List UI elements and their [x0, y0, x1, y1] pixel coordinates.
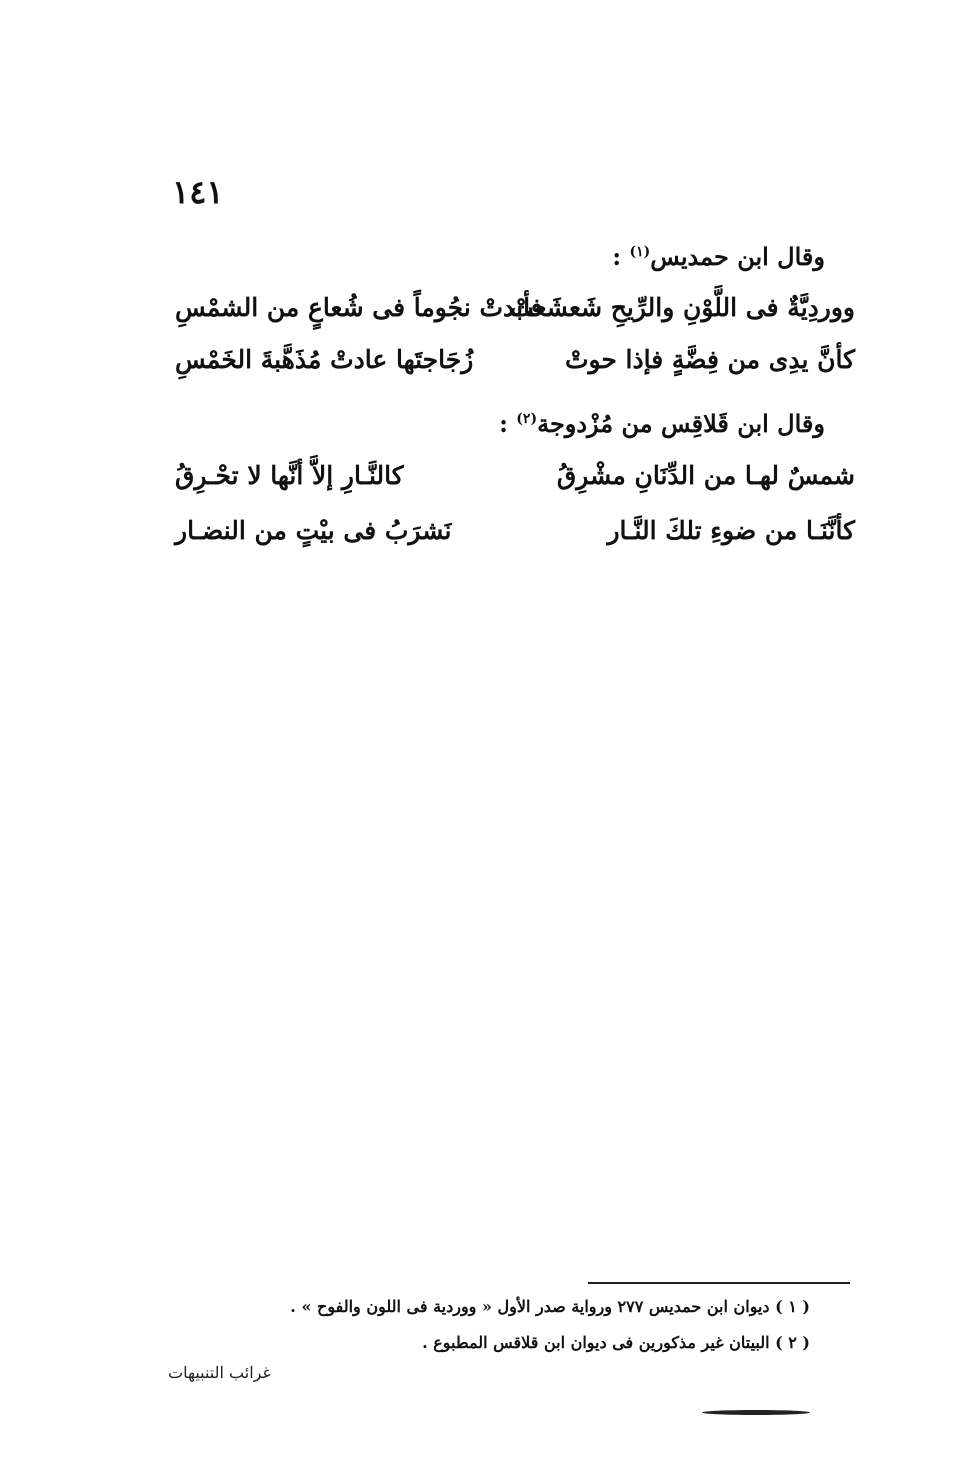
verse-second-hemistich: فأبدتْ نجُوماً فى شُعاعٍ من الشمْسِ	[175, 293, 543, 322]
poem-intro-ibn-hamdis	[612, 243, 825, 272]
footnote-1: ( ١ ) ديوان ابن حمديس ٢٧٧ ورواية صدر الأول « ووردية فى اللون والفوح » .	[290, 1297, 810, 1316]
verse-first-hemistich: كأنَّ يدِى من فِضَّةٍ فإذا حوتْ	[564, 345, 855, 374]
verse-line	[175, 290, 855, 330]
verse-line	[175, 458, 855, 498]
verse-first-hemistich: كأنَّنَـا من ضوءِ تلكَ النَّـار	[607, 516, 855, 545]
intro-text: وقال ابن حمديس	[650, 242, 825, 271]
printer-mark	[702, 1410, 810, 1415]
verse-second-hemistich: نَشرَبُ فى بيْتٍ من النضـار	[175, 516, 452, 545]
book-signature: غرائب التنبيهات	[168, 1363, 271, 1382]
intro-text: وقال ابن قَلاقِس من مُزْدوجة	[537, 409, 825, 438]
verse-line	[175, 513, 855, 553]
footnote-2: ( ٢ ) البيتان غير مذكورين فى ديوان ابن قلاقس المطبوع .	[422, 1333, 810, 1352]
footnote-ref: (٢)	[516, 411, 538, 427]
verse-first-hemistich: شمسٌ لهـا من الدِّنَانِ مشْرِقُ	[556, 461, 855, 490]
verse-line	[175, 342, 855, 382]
verse-second-hemistich: كالنَّـارِ إلاَّ أنَّها لا تحْـرِقُ	[175, 461, 404, 490]
footnote-ref: (١)	[629, 244, 651, 260]
intro-colon: :	[612, 242, 622, 271]
page-number: ١٤١	[172, 173, 224, 211]
poem-intro-ibn-qalaqis	[499, 410, 825, 439]
verse-second-hemistich: زُجَاجتَها عادتْ مُذَهَّبةَ الخَمْسِ	[175, 345, 474, 374]
intro-colon: :	[499, 409, 508, 438]
verse-first-hemistich: ووردِيَّةٌ فى اللَّوْنِ والرِّيحِ شَعشَعتْ	[510, 293, 855, 322]
footnote-divider	[588, 1282, 850, 1284]
